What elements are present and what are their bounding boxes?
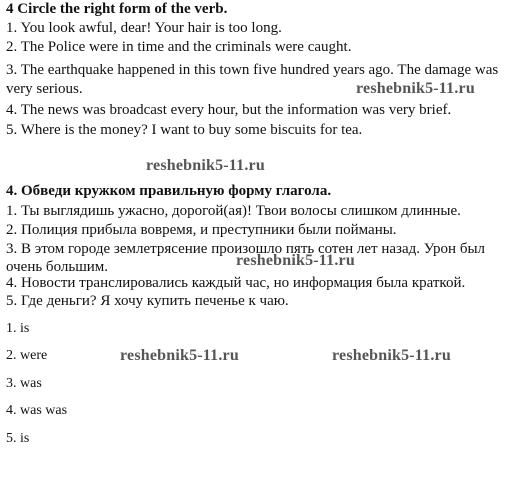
watermark: reshebnik5-11.ru: [236, 252, 355, 269]
russian-line-5: 5. Где деньги? Я хочу купить печенье к чаю.: [6, 293, 289, 309]
english-line-4: 4. The news was broadcast every hour, but the information was very brief.: [6, 102, 452, 118]
russian-line-2: 2. Полиция прибыла вовремя, и преступники были пойманы.: [6, 222, 397, 238]
russian-line-4: 4. Новости транслировались каждый час, но информация была краткой.: [6, 275, 466, 291]
russian-heading: 4. Обведи кружком правильную форму глагола.: [6, 183, 332, 199]
english-heading: 4 Circle the right form of the verb.: [6, 1, 228, 17]
english-line-1: 1. You look awful, dear! Your hair is too long.: [6, 20, 282, 36]
answer-2: 2. were: [6, 348, 48, 363]
watermark: reshebnik5-11.ru: [332, 347, 451, 364]
answer-3: 3. was: [6, 376, 42, 391]
watermark: reshebnik5-11.ru: [356, 80, 475, 97]
watermark: reshebnik5-11.ru: [120, 347, 239, 364]
english-line-3: 3. The earthquake happened in this town five hundred years ago. The damage was: [6, 62, 499, 78]
russian-line-1: 1. Ты выглядишь ужасно, дорогой(ая)! Твои волосы слишком длинные.: [6, 203, 461, 219]
watermark: reshebnik5-11.ru: [146, 157, 265, 174]
russian-line-3-continued: очень большим.: [6, 259, 109, 275]
answer-5: 5. is: [6, 431, 30, 446]
english-line-5: 5. Where is the money? I want to buy some biscuits for tea.: [6, 122, 363, 138]
english-line-3-continued: very serious.: [6, 81, 83, 97]
answer-4: 4. was was: [6, 403, 68, 418]
russian-line-3: 3. В этом городе землетрясение произошло пять сотен лет назад. Урон был: [6, 241, 486, 257]
answer-1: 1. is: [6, 321, 30, 336]
english-line-2: 2. The Police were in time and the criminals were caught.: [6, 39, 352, 55]
